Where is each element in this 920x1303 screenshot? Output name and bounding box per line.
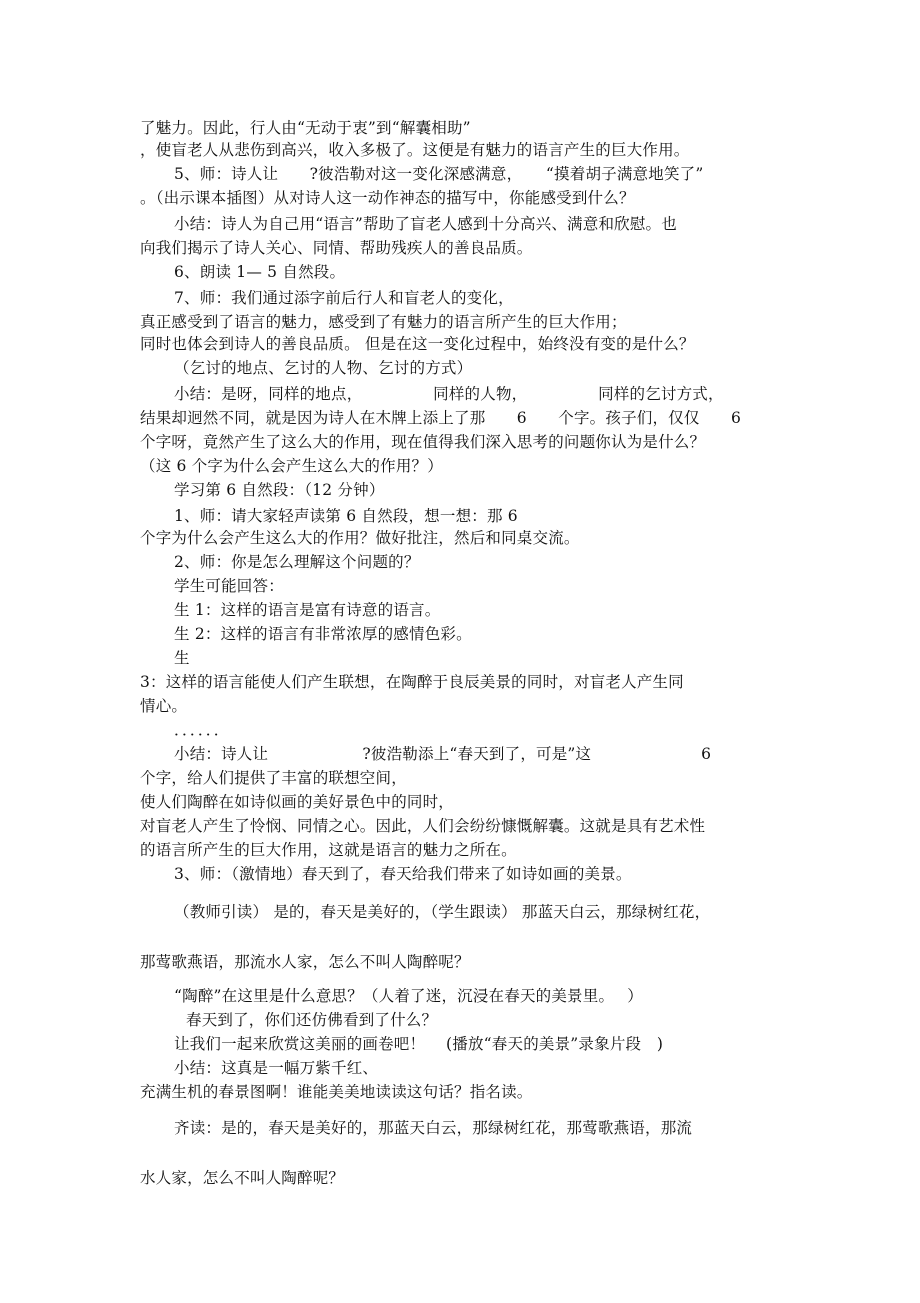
text-line: “陶醉”在这里是什么意思？（人着了迷，沉浸在春天的美景里。 ） xyxy=(174,987,643,1005)
text-line: 生 xyxy=(174,649,190,667)
text-line: 向我们揭示了诗人关心、同情、帮助残疾人的善良品质。 xyxy=(140,239,533,257)
text-line: 使人们陶醉在如诗似画的美好景色中的同时， xyxy=(140,793,455,811)
text-line: 小结：是呀，同样的地点， 同样的人物， 同样的乞讨方式， xyxy=(174,385,724,403)
text-line: 生 2：这样的语言有非常浓厚的感情色彩。 xyxy=(174,625,472,643)
text-line: 7、师：我们通过添字前后行人和盲老人的变化， xyxy=(174,289,514,307)
text-line: 5、师：诗人让 ?彼浩勒对这一变化深感满意， “摸着胡子满意地笑了” xyxy=(174,165,704,183)
text-line: 3：这样的语言能使人们产生联想，在陶醉于良辰美景的同时，对盲老人产生同 xyxy=(140,673,684,691)
text-line: 水人家，怎么不叫人陶醉呢？ xyxy=(140,1169,345,1187)
text-line: 小结：这真是一幅万紫千红、 xyxy=(174,1059,379,1077)
text-line: 小结：诗人为自己用“语言”帮助了盲老人感到十分高兴、满意和欣慰。也 xyxy=(174,215,677,233)
text-line: 那莺歌燕语，那流水人家，怎么不叫人陶醉呢？ xyxy=(140,953,470,971)
text-line: 结果却迥然不同，就是因为诗人在木牌上添上了那 6 个字。孩子们，仅仅 6 xyxy=(140,409,742,427)
text-line: 的语言所产生的巨大作用，这就是语言的魅力之所在。 xyxy=(140,841,517,859)
ellipsis-line: ．．．．．． xyxy=(174,721,230,739)
text-line: 学生可能回答： xyxy=(174,577,284,595)
text-line: 真正感受到了语言的魅力，感受到了有魅力的语言所产生的巨大作用； xyxy=(140,313,627,331)
text-line: 充满生机的春景图啊！谁能美美地读读这句话？指名读。 xyxy=(140,1083,533,1101)
text-line: ，使盲老人从悲伤到高兴，收入多极了。这便是有魅力的语言产生的巨大作用。 xyxy=(140,141,690,159)
text-line: 春天到了，你们还仿佛看到了什么？ xyxy=(186,1011,438,1029)
text-line: 齐读：是的，春天是美好的，那蓝天白云，那绿树红花，那莺歌燕语，那流 xyxy=(174,1119,693,1137)
text-line: 让我们一起来欣赏这美丽的画卷吧！ (播放“春天的美景”录象片段 ) xyxy=(174,1035,664,1053)
text-line: 个字，给人们提供了丰富的联想空间， xyxy=(140,769,407,787)
text-line: 。（出示课本插图）从对诗人这一动作神态的描写中，你能感受到什么？ xyxy=(140,189,635,207)
text-line: 6、朗读 1— 5 自然段。 xyxy=(174,263,346,281)
text-line: 了魅力。因此，行人由“无动于衷”到“解囊相助” xyxy=(140,119,471,137)
text-line: （乞讨的地点、乞讨的人物、乞讨的方式） xyxy=(174,359,473,377)
text-line: 3、师：（激情地）春天到了，春天给我们带来了如诗如画的美景。 xyxy=(174,865,632,883)
text-line: 小结：诗人让 ?彼浩勒添上“春天到了，可是”这 6 xyxy=(174,745,712,763)
text-line: 对盲老人产生了怜悯、同情之心。因此，人们会纷纷慷慨解囊。这就是具有艺术性 xyxy=(140,817,706,835)
text-line: （这 6 个字为什么会产生这么大的作用？） xyxy=(140,457,443,475)
text-line: 2、师：你是怎么理解这个问题的？ xyxy=(174,553,420,571)
section-heading: 学习第 6 自然段：（12 分钟） xyxy=(174,481,385,499)
text-line: 1、师：请大家轻声读第 6 自然段，想一想：那 6 xyxy=(174,507,518,525)
text-line: （教师引读） 是的，春天是美好的，（学生跟读） 那蓝天白云，那绿树红花， xyxy=(174,903,711,921)
text-line: 生 1：这样的语言是富有诗意的语言。 xyxy=(174,601,441,619)
text-line: 个字为什么会产生这么大的作用？做好批注，然后和同桌交流。 xyxy=(140,529,580,547)
text-line: 情心。 xyxy=(140,697,188,715)
text-line: 个字呀，竟然产生了这么大的作用，现在值得我们深入思考的问题你认为是什么？ xyxy=(140,433,706,451)
text-line: 同时也体会到诗人的善良品质。 但是在这一变化过程中，始终没有变的是什么？ xyxy=(140,335,695,353)
